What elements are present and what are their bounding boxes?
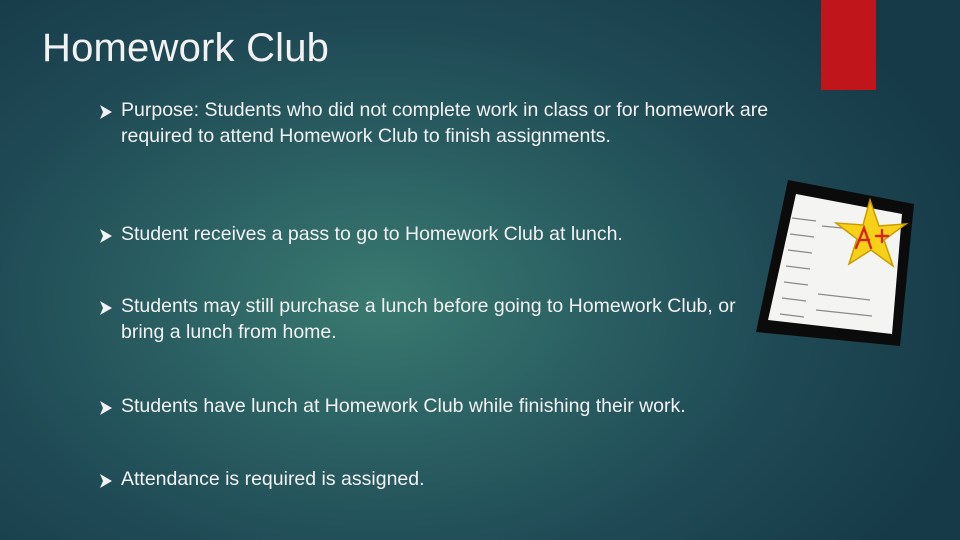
bullet-item — [98, 97, 778, 149]
arrow-bullet-icon — [98, 228, 120, 244]
accent-bar — [821, 0, 876, 90]
bullet-text: Students may still purchase a lunch before going to Homework Club, or bring a lunch from home. — [121, 295, 736, 343]
bullet-item — [98, 393, 778, 419]
arrow-bullet-icon — [98, 400, 120, 416]
bullet-text: Student receives a pass to go to Homework Club at lunch. — [121, 223, 623, 245]
graded-paper-star-icon — [752, 178, 917, 348]
slide-title: Homework Club — [42, 26, 330, 70]
bullet-item — [98, 221, 778, 247]
bullet-item — [98, 466, 778, 492]
bullet-text: Students have lunch at Homework Club while finishing their work. — [121, 395, 686, 417]
bullet-item — [98, 293, 778, 345]
arrow-bullet-icon — [98, 473, 120, 489]
arrow-bullet-icon — [98, 300, 120, 316]
arrow-bullet-icon — [98, 104, 120, 120]
bullet-text: Purpose: Students who did not complete work in class or for homework are required to attend Homework Club to finish assignments. — [121, 99, 769, 147]
bullet-text: Attendance is required is assigned. — [121, 468, 425, 490]
